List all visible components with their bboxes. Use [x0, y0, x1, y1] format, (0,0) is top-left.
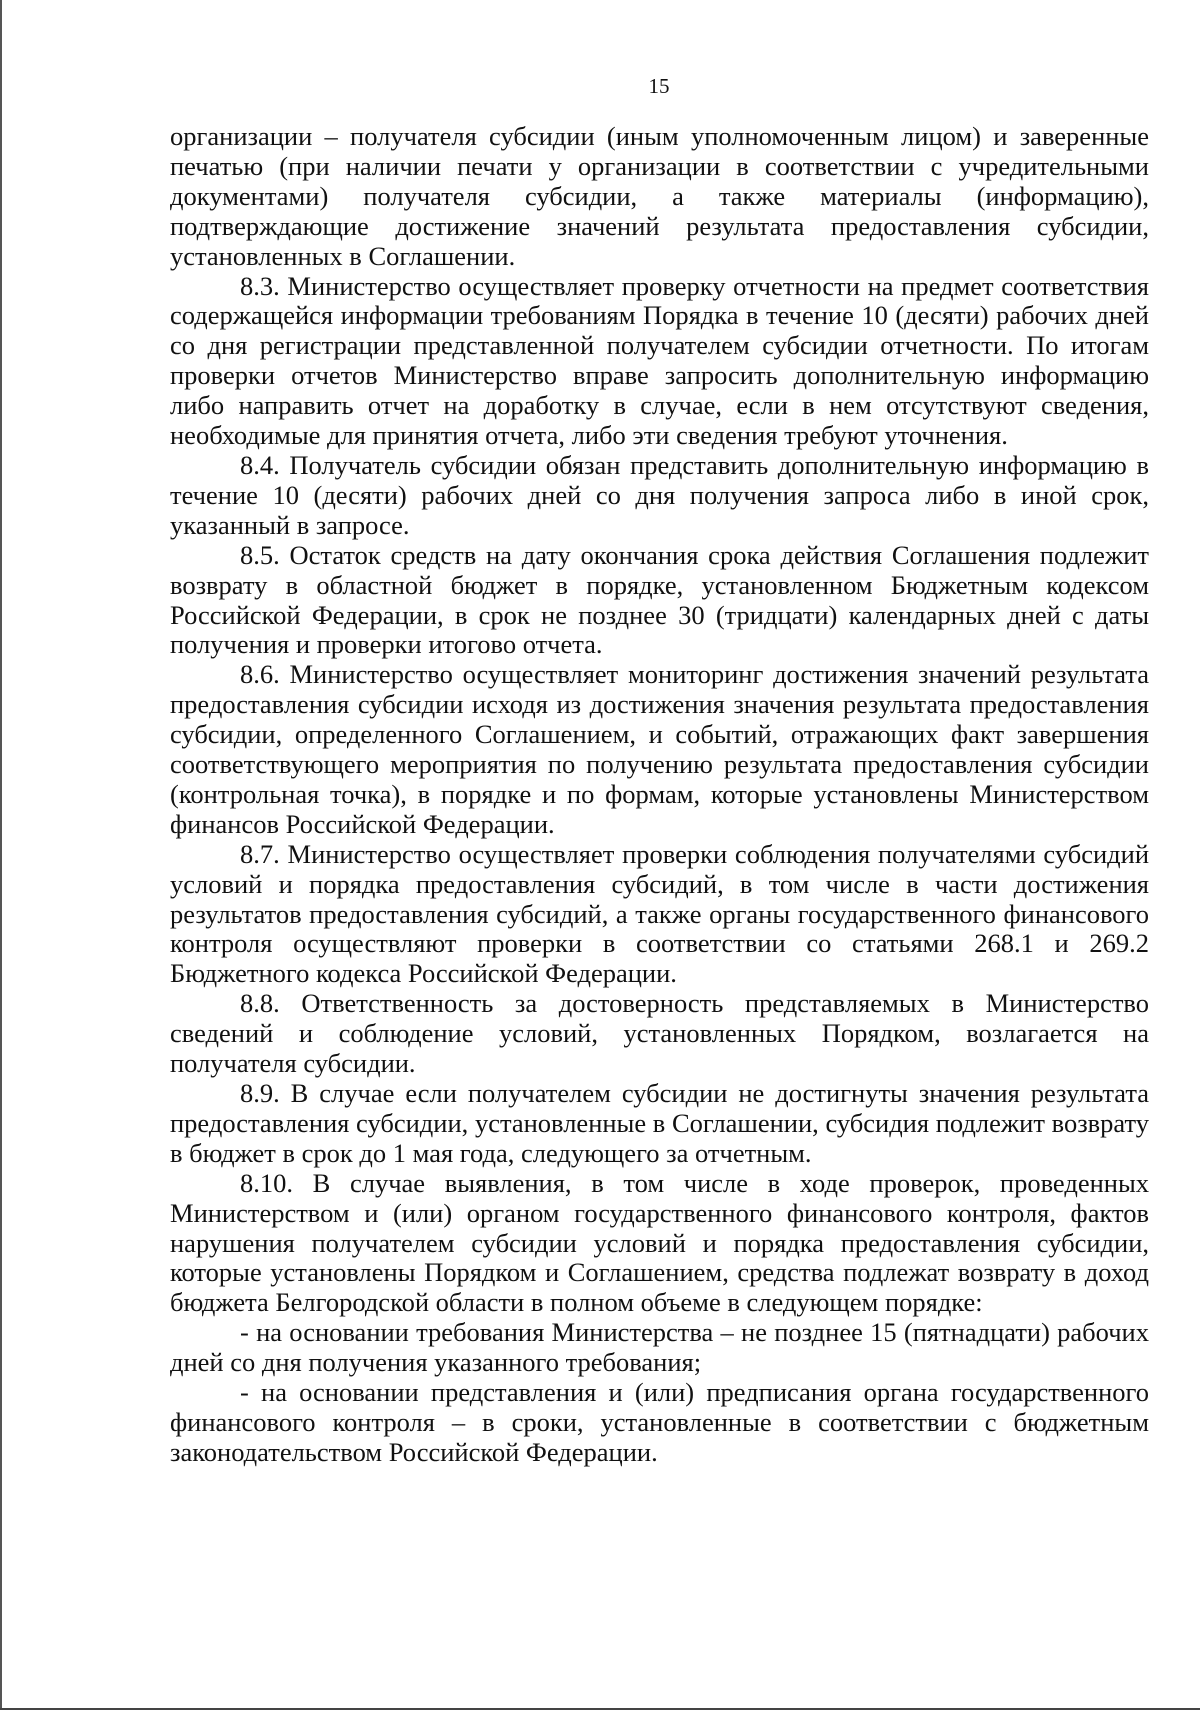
paragraph-continuation: организации – получателя субсидии (иным уполномоченным лицом) и заверенные печатью (при наличии печати у организации в соответствии с учредительными документами) получателя субсидии, а также материалы (информацию), подтверждающие достижение значений результата предоставления субсидии, установленных в Соглашении. [170, 121, 1149, 271]
document-body [170, 122, 1149, 1468]
paragraph-8-4: 8.4. Получатель субсидии обязан представить дополнительную информацию в течение 10 (десяти) рабочих дней со дня получения запроса либо в иной срок, указанный в запросе. [170, 449, 1149, 540]
page-number: 15 [648, 74, 670, 98]
paragraph-8-10: 8.10. В случае выявления, в том числе в ходе проверок, проведенных Министерством и (или) органом государственного финансового контроля, фактов нарушения получателем субсидии условий и порядка предоставления субсидии, которые установлены Порядком и Соглашением, средства подлежат возврату в доход бюджета Белгородской области в полном объеме в следующем порядке: [170, 1167, 1149, 1318]
paragraph-8-5: 8.5. Остаток средств на дату окончания срока действия Соглашения подлежит возврату в областной бюджет в порядке, установленном Бюджетным кодексом Российской Федерации, в срок не позднее 30 (тридцати) календарных дней с даты получения и проверки итогово отчета. [170, 539, 1149, 660]
list-item-representation: - на основании представления и (или) предписания органа государственного финансового контроля – в сроки, установленные в соответствии с бюджетным законодательством Российской Федерации. [170, 1377, 1149, 1467]
paragraph-8-9: 8.9. В случае если получателем субсидии не достигнуты значения результата предоставления субсидии, установленные в Соглашении, субсидия подлежит возврату в бюджет в срок до 1 мая года, следующего за отчетным. [170, 1078, 1149, 1168]
paragraph-8-7: 8.7. Министерство осуществляет проверки соблюдения получателями субсидий условий и порядка предоставления субсидий, в том числе в части достижения результатов предоставления субсидий, а также органы государственного финансового контроля осуществляют проверки в соответствии со статьями 268.1 и 269.2 Бюджетного кодекса Российской Федерации. [170, 838, 1149, 989]
paragraph-8-8: 8.8. Ответственность за достоверность представляемых в Министерство сведений и соблюдение условий, установленных Порядком, возлагается на получателя субсидии. [170, 988, 1149, 1079]
paragraph-8-6: 8.6. Министерство осуществляет мониторинг достижения значений результата предоставления субсидии исходя из достижения значения результата предоставления субсидии, определенного Соглашением, и событий, отражающих факт завершения соответствующего мероприятия по получению результата предоставления субсидии (контрольная точка), в порядке и по формам, которые установлены Министерством финансов Российской Федерации. [170, 659, 1149, 839]
paragraph-8-3: 8.3. Министерство осуществляет проверку отчетности на предмет соответствия содержащейся информации требованиям Порядка в течение 10 (десяти) рабочих дней со дня регистрации представленной получателем субсидии отчетности. По итогам проверки отчетов Министерство вправе запросить дополнительную информацию либо направить отчет на доработку в случае, если в нем отсутствуют сведения, необходимые для принятия отчета, либо эти сведения требуют уточнения. [170, 270, 1149, 451]
list-item-requirement: - на основании требования Министерства – не позднее 15 (пятнадцати) рабочих дней со дня получения указанного требования; [170, 1317, 1149, 1378]
scan-edge-left [0, 0, 2, 1710]
